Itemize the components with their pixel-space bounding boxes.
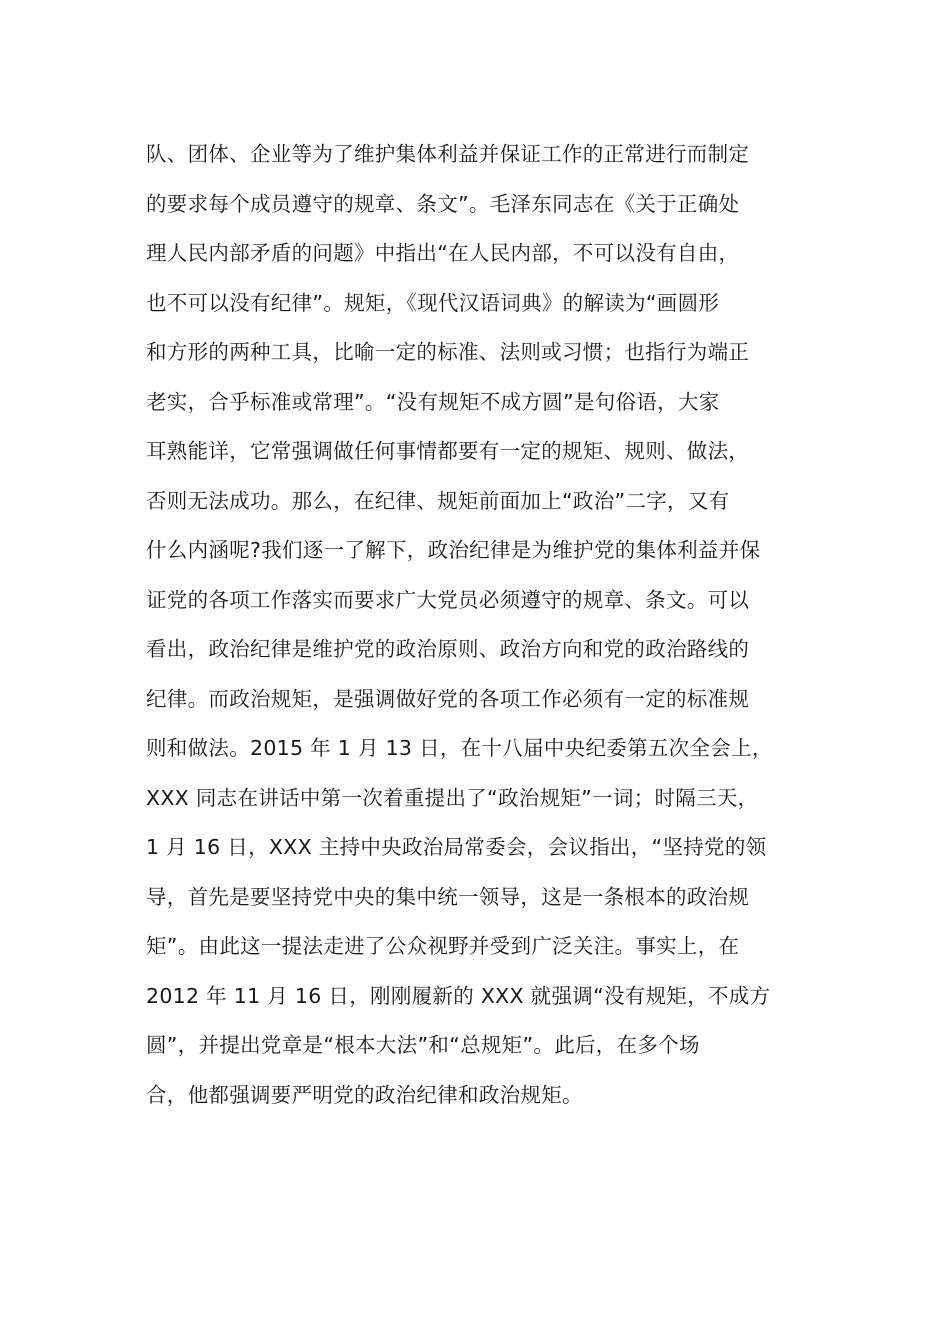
text-line: 耳熟能详，它常强调做任何事情都要有一定的规矩、规则、做法， — [146, 439, 750, 463]
text-line: 矩”。由此这一提法走进了公众视野并受到广泛关注。事实上，在 — [146, 934, 740, 958]
text-line: 纪律。而政治规矩，是强调做好党的各项工作必须有一定的标准规 — [146, 686, 750, 711]
text-line: 否则无法成功。那么，在纪律、规矩前面加上“政治”二字，又有 — [146, 488, 730, 513]
text-line: 则和做法。2015 年 1 月 13 日，在十八届中央纪委第五次全会上， — [146, 736, 773, 760]
text-line: 证党的各项工作落实而要求广大党员必须遵守的规章、条文。可以 — [146, 587, 750, 612]
text-line: 和方形的两种工具，比喻一定的标准、法则或习惯；也指行为端正 — [146, 340, 750, 364]
text-line: 圆”，并提出党章是“根本大法”和“总规矩”。此后，在多个场 — [146, 1033, 700, 1057]
text-line: 也不可以没有纪律”。规矩，《现代汉语词典》的解读为“画圆形 — [146, 290, 720, 315]
text-line: 导，首先是要坚持党中央的集中统一领导，这是一条根本的政治规 — [146, 884, 750, 909]
text-line: 1 月 16 日，XXX 主持中央政治局常委会，会议指出，“坚持党的领 — [146, 835, 767, 859]
text-line: 2012 年 11 月 16 日，刚刚履新的 XXX 就强调“没有规矩，不成方 — [146, 983, 771, 1008]
text-line: XXX 同志在讲话中第一次着重提出了“政治规矩”一词；时隔三天， — [146, 785, 759, 810]
body-paragraph — [146, 130, 811, 1120]
text-line: 合，他都强调要严明党的政治纪律和政治规矩。 — [146, 1082, 583, 1107]
text-line: 看出，政治纪律是维护党的政治原则、政治方向和党的政治路线的 — [146, 637, 750, 661]
text-line: 理人民内部矛盾的问题》中指出“在人民内部，不可以没有自由， — [146, 241, 740, 265]
text-line: 的要求每个成员遵守的规章、条文”。毛泽东同志在《关于正确处 — [146, 191, 740, 216]
text-line: 什么内涵呢?我们逐一了解下，政治纪律是为维护党的集体利益并保 — [146, 538, 761, 562]
text-line: 老实，合乎标准或常理”。“没有规矩不成方圆”是句俗语，大家 — [146, 389, 720, 414]
text-line: 队、团体、企业等为了维护集体利益并保证工作的正常进行而制定 — [146, 142, 750, 166]
